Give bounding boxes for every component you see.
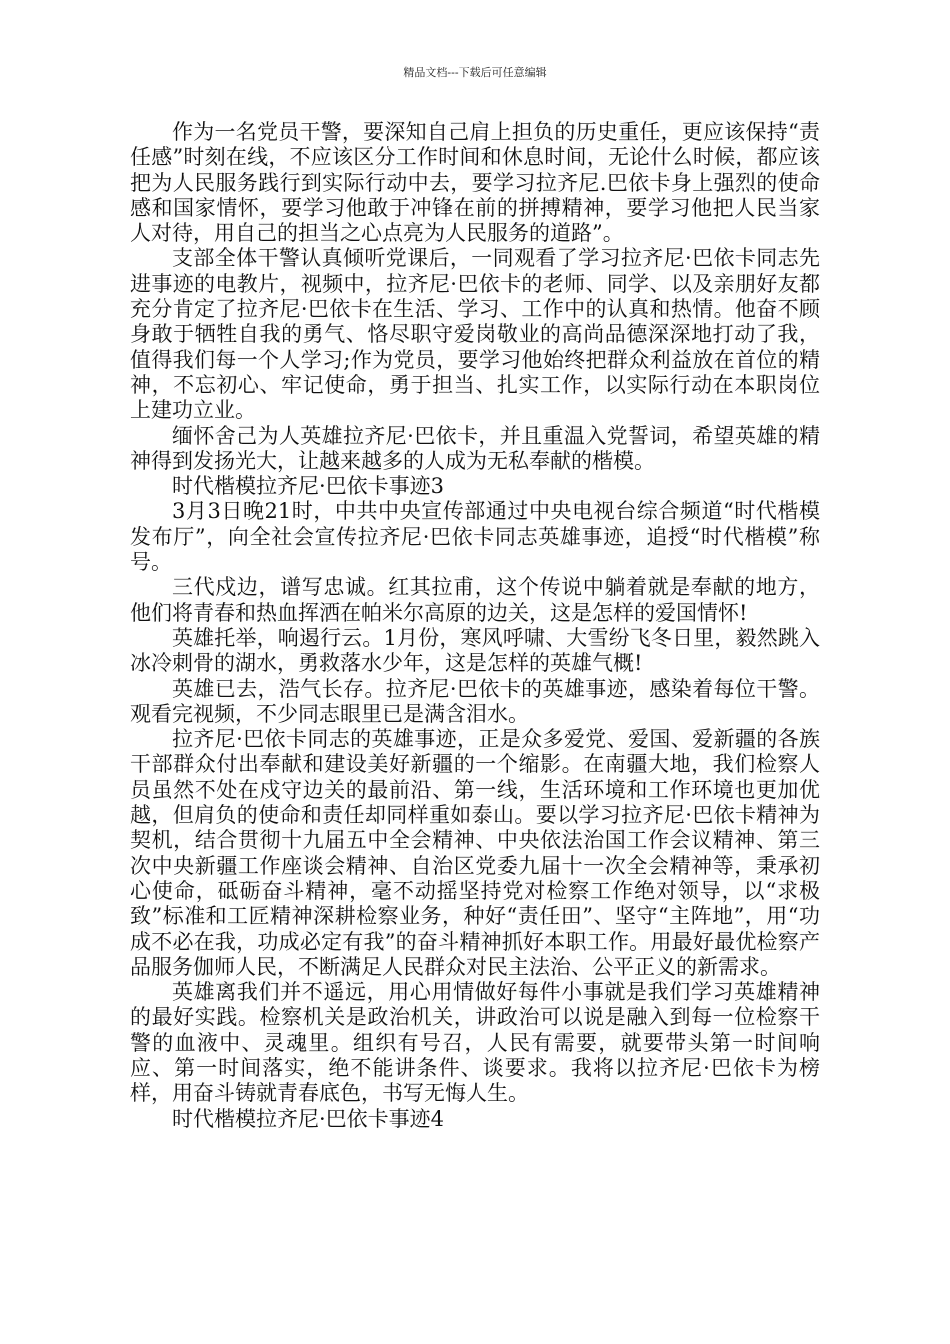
section-heading: 时代楷模拉齐尼·巴依卡事迹3 — [172, 474, 445, 499]
paragraph: 三代戍边，谱写忠诚。红其拉甫，这个传说中躺着就是奉献的地方，他们将青春和热血挥洒在帕米尔高原的边关，这是怎样的爱国情怀! — [130, 575, 820, 625]
paragraph: 英雄已去，浩气长存。拉齐尼·巴依卡的英雄事迹，感染着每位干警。观看完视频，不少同志眼里已是满含泪水。 — [130, 676, 820, 726]
section-heading: 时代楷模拉齐尼·巴依卡事迹4 — [172, 1106, 445, 1131]
document-body — [130, 120, 820, 1132]
paragraph: 缅怀舍己为人英雄拉齐尼·巴依卡，并且重温入党誓词，希望英雄的精神得到发扬光大，让越来越多的人成为无私奉献的楷模。 — [130, 423, 820, 473]
paragraph: 3月3日晚21时，中共中央宣传部通过中央电视台综合频道“时代楷模发布厅”，向全社会宣传拉齐尼·巴依卡同志英雄事迹，追授“时代楷模”称号。 — [130, 499, 820, 575]
page-header: 精品文档---下载后可任意编辑 — [403, 66, 547, 79]
paragraph: 英雄离我们并不遥远，用心用情做好每件小事就是我们学习英雄精神的最好实践。检察机关是政治机关，讲政治可以说是融入到每一位检察干警的血液中、灵魂里。组织有号召，人民有需要，就要带头第一时间响应、第一时间落实，绝不能讲条件、谈要求。我将以拉齐尼·巴依卡为榜样，用奋斗铸就青春底色，书写无悔人生。 — [130, 980, 820, 1106]
paragraph: 作为一名党员干警，要深知自己肩上担负的历史重任，更应该保持“责任感”时刻在线，不应该区分工作时间和休息时间，无论什么时候，都应该把为人民服务践行到实际行动中去，要学习拉齐尼.巴依卡身上强烈的使命感和国家情怀，要学习他敢于冲锋在前的拼搏精神，要学习他把人民当家人对待，用自己的担当之心点亮为人民服务的道路”。 — [130, 120, 820, 246]
paragraph: 拉齐尼·巴依卡同志的英雄事迹，正是众多爱党、爱国、爱新疆的各族干部群众付出奉献和建设美好新疆的一个缩影。在南疆大地，我们检察人员虽然不处在戍守边关的最前沿、第一线，生活环境和工作环境也更加优越，但肩负的使命和责任却同样重如泰山。要以学习拉齐尼·巴依卡精神为契机，结合贯彻十九届五中全会精神、中央依法治国工作会议精神、第三次中央新疆工作座谈会精神、自治区党委九届十一次全会精神等，秉承初心使命，砥砺奋斗精神，毫不动摇坚持党对检察工作绝对领导，以“求极致”标准和工匠精神深耕检察业务，种好“责任田”、坚守“主阵地”，用“功成不必在我，功成必定有我”的奋斗精神抓好本职工作。用最好最优检察产品服务伽师人民，不断满足人民群众对民主法治、公平正义的新需求。 — [130, 727, 820, 979]
paragraph: 支部全体干警认真倾听党课后，一同观看了学习拉齐尼·巴依卡同志先进事迹的电教片，视频中，拉齐尼·巴依卡的老师、同学、以及亲朋好友都充分肯定了拉齐尼·巴依卡在生活、学习、工作中的认真和热情。他奋不顾身敢于牺牲自我的勇气、恪尽职守爱岗敬业的高尚品德深深地打动了我，值得我们每一个人学习;作为党员，要学习他始终把群众利益放在首位的精神，不忘初心、牢记使命，勇于担当、扎实工作，以实际行动在本职岗位上建功立业。 — [130, 246, 820, 423]
paragraph: 英雄托举，响遏行云。1月份，寒风呼啸、大雪纷飞冬日里，毅然跳入冰冷刺骨的湖水，勇救落水少年，这是怎样的英雄气概! — [130, 625, 820, 676]
